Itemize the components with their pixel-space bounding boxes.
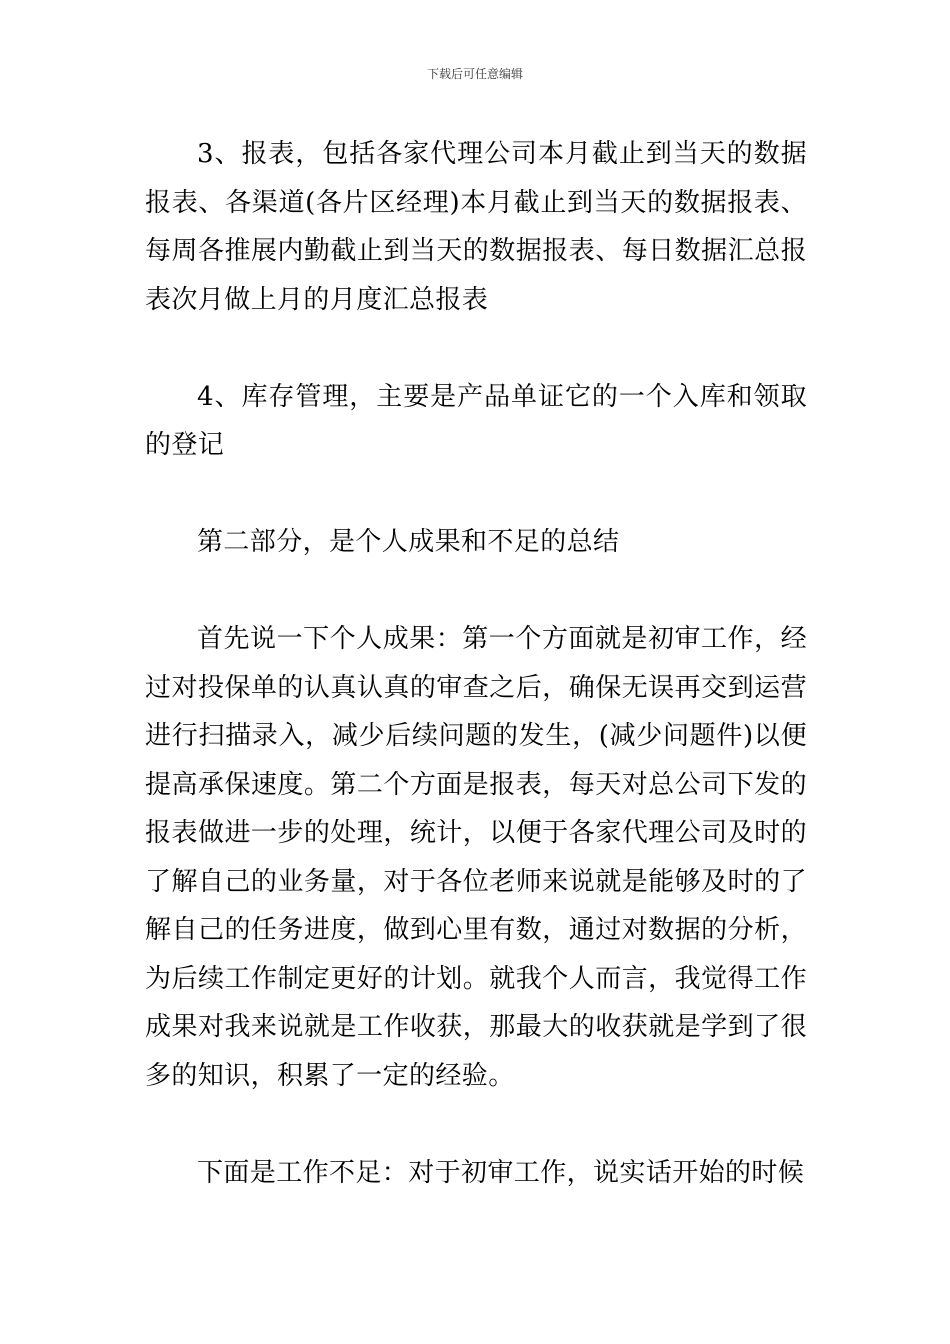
paragraph-achievements: 首先说一下个人成果：第一个方面就是初审工作，经过对投保单的认真认真的审查之后，确保无误再交到运营进行扫描录入，减少后续问题的发生，(减少问题件)以便提高承保速度。第二个方面是报表，每天对总公司下发的报表做进一步的处理，统计，以便于各家代理公司及时的了解自己的业务量，对于各位老师来说就是能够及时的了解自己的任务进度，做到心里有数，通过对数据的分析，为后续工作制定更好的计划。就我个人而言，我觉得工作成果对我来说就是工作收获，那最大的收获就是学到了很多的知识，积累了一定的经验。 — [145, 624, 807, 1091]
page-header: 下载后可任意编辑 — [426, 67, 523, 81]
paragraph-gap — [145, 470, 807, 519]
paragraph-shortcomings: 下面是工作不足：对于初审工作，说实话开始的时候 — [197, 1157, 805, 1188]
paragraph-gap — [145, 567, 807, 616]
document-body — [145, 130, 807, 1197]
paragraph-gap — [145, 324, 807, 373]
paragraph-gap — [145, 1100, 807, 1149]
paragraph-inventory: 4、库存管理，主要是产品单证它的一个入库和领取的登记 — [145, 381, 807, 460]
paragraph-part-two: 第二部分，是个人成果和不足的总结 — [197, 527, 620, 557]
paragraph-report: 3、报表，包括各家代理公司本月截止到当天的数据报表、各渠道(各片区经理)本月截止到当天的数据报表、每周各推展内勤截止到当天的数据报表、每日数据汇总报表次月做上月的月度汇总报表 — [145, 139, 807, 315]
